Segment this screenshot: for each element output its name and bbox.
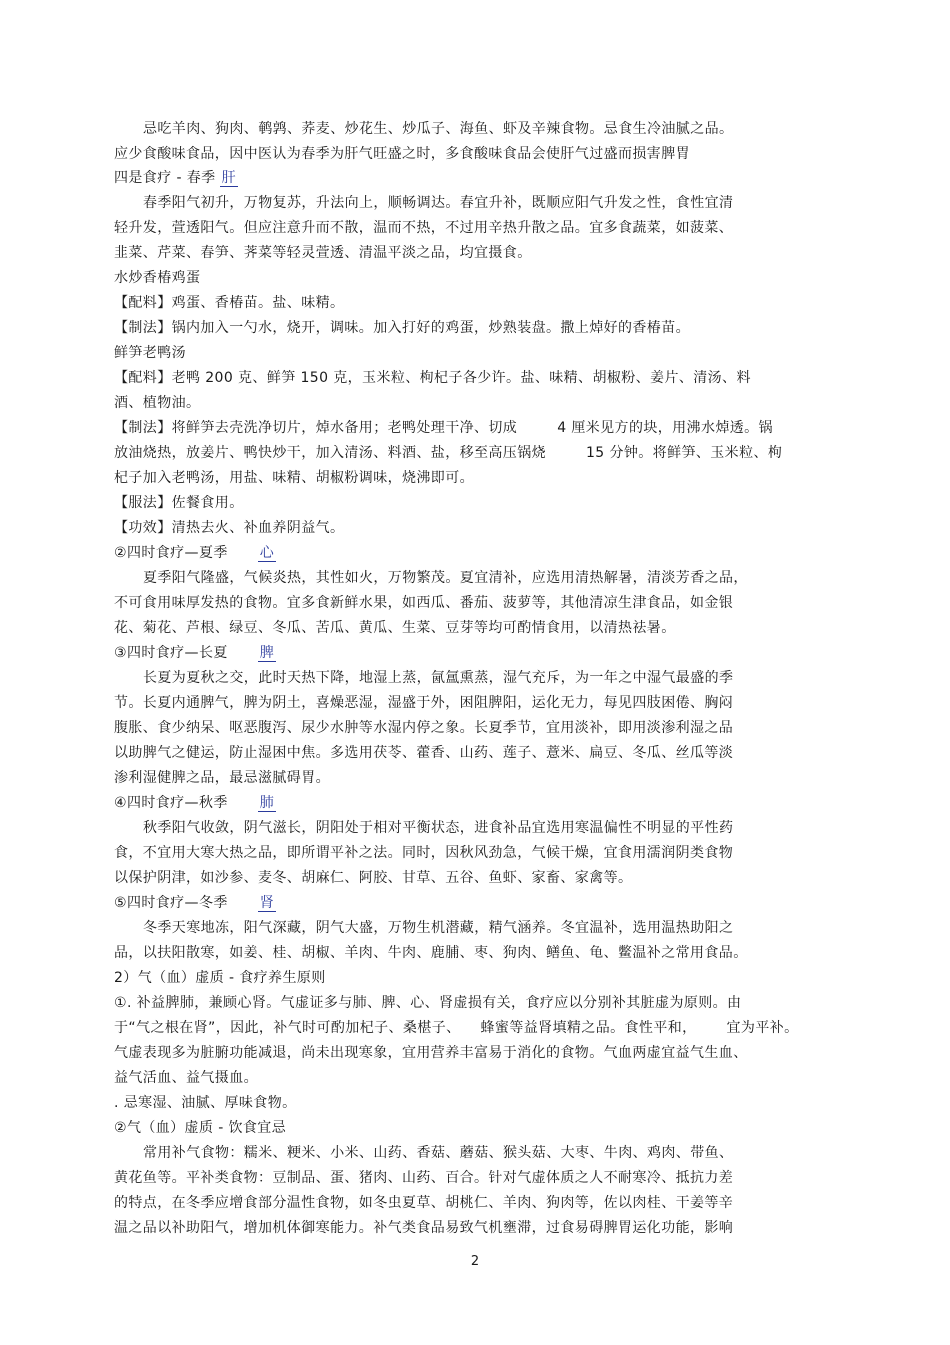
page-number: 2: [470, 1254, 480, 1269]
keyword-spleen: 脾: [259, 645, 275, 661]
text-line: 韭菜、芹菜、春笋、荠菜等轻灵萱透、清温平淡之品，均宜摄食。: [114, 245, 532, 261]
text-line: 不可食用味厚发热的食物。宜多食新鲜水果，如西瓜、番茄、菠萝等，其他清凉生津食品，如金银: [114, 595, 734, 611]
text-line: 常用补气食物：糯米、粳米、小米、山药、香菇、蘑菇、猴头菇、大枣、牛肉、鸡肉、带鱼、: [143, 1145, 734, 1161]
text-line: 【制法】锅内加入一勺水，烧开，调味。加入打好的鸡蛋，炒熟装盘。撒上焯好的香椿苗。: [114, 320, 690, 336]
text-line: [114, 444, 782, 462]
text-segment: 宜为平补。: [726, 1020, 799, 1036]
text-line: 【服法】佐餐食用。: [114, 495, 244, 511]
text-segment: 放油烧热，放姜片、鸭快炒干，加入清汤、料酒、盐，移至高压锅烧: [114, 445, 546, 461]
heading-winter: [114, 894, 276, 912]
section-heading: 2）气（血）虚质 - 食疗养生原则: [114, 970, 326, 986]
text-segment: 15 分钟。将鲜笋、玉米粒、枸: [586, 445, 783, 461]
text-line: 以保护阴津，如沙参、麦冬、胡麻仁、阿胶、甘草、五谷、鱼虾、家畜、家禽等。: [114, 870, 633, 886]
text-line: 食，不宜用大寒大热之品，即所谓平补之法。同时，因秋风劲急，气候干燥，宜食用濡润阴类食物: [114, 845, 734, 861]
heading-text: ③四时食疗—长夏: [114, 645, 228, 661]
text-line: 黄花鱼等。平补类食物：豆制品、蛋、猪肉、山药、百合。针对气虚体质之人不耐寒冷、抵抗力差: [114, 1170, 734, 1186]
text-line: 的特点，在冬季应增食部分温性食物，如冬虫夏草、胡桃仁、羊肉、狗肉等，佐以肉桂、干姜等辛: [114, 1195, 734, 1211]
text-line: 腹胀、食少纳呆、呕恶腹泻、尿少水肿等水湿内停之象。长夏季节，宜用淡补，即用淡渗利湿之品: [114, 720, 734, 736]
text-line: 【配料】老鸭 200 克、鲜笋 150 克，玉米粒、枸杞子各少许。盐、味精、胡椒粉、姜片、清汤、料: [114, 370, 751, 386]
text-line: 秋季阳气收敛，阴气滋长，阴阳处于相对平衡状态，进食补品宜选用寒温偏性不明显的平性药: [143, 820, 734, 836]
recipe-title: 水炒香椿鸡蛋: [114, 270, 201, 286]
text-line: 节。长夏内通脾气，脾为阴土，喜燥恶湿，湿盛于外，困阻脾阳，运化无力，每见四肢困倦、胸闷: [114, 695, 734, 711]
text-line: ①. 补益脾肺，兼顾心肾。气虚证多与肺、脾、心、肾虚损有关，食疗应以分别补其脏虚为原则。由: [114, 995, 742, 1011]
text-line: 酒、植物油。: [114, 395, 201, 411]
heading-summer: [114, 544, 276, 562]
keyword-heart: 心: [259, 545, 275, 561]
text-segment: 蜂蜜等益肾填精之品。食性平和，: [480, 1020, 697, 1036]
keyword-kidney: 肾: [259, 895, 275, 911]
text-line: 忌吃羊肉、狗肉、鹌鹑、荞麦、炒花生、炒瓜子、海鱼、虾及辛辣食物。忌食生冷油腻之品。: [143, 121, 734, 137]
text-line: 应少食酸味食品，因中医认为春季为肝气旺盛之时，多食酸味食品会使肝气过盛而损害脾胃: [114, 146, 690, 162]
text-line: 夏季阳气隆盛，气候炎热，其性如火，万物繁茂。夏宜清补，应选用清热解暑，清淡芳香之品，: [143, 570, 748, 586]
text-line: [114, 419, 773, 437]
text-line: 春季阳气初升，万物复苏，升法向上，顺畅调达。春宜升补，既顺应阳气升发之性，食性宜清: [143, 195, 734, 211]
text-line: 温之品以补助阳气，增加机体御寒能力。补气类食品易致气机壅滞，过食易碍脾胃运化功能，影响: [114, 1220, 734, 1236]
heading-text: 四是食疗 - 春季: [114, 170, 216, 186]
keyword-lung: 肺: [259, 795, 275, 811]
text-line: 【配料】鸡蛋、香椿苗。盐、味精。: [114, 295, 345, 311]
text-line: [114, 1019, 799, 1037]
text-segment: 【制法】将鲜笋去壳洗净切片，焯水备用；老鸭处理干净、切成: [114, 420, 518, 436]
text-line: 冬季天寒地冻，阳气深藏，阴气大盛，万物生机潜藏，精气涵养。冬宜温补，选用温热助阳之: [143, 920, 734, 936]
section-heading: ②气（血）虚质 - 饮食宜忌: [114, 1120, 287, 1136]
text-line: 品，以扶阳散寒，如姜、桂、胡椒、羊肉、牛肉、鹿脯、枣、狗肉、鳝鱼、龟、鳖温补之常用食品。: [114, 945, 748, 961]
keyword-liver: 肝: [221, 170, 236, 186]
heading-spring: [114, 169, 238, 187]
heading-text: ②四时食疗—夏季: [114, 545, 228, 561]
text-line: . 忌寒湿、油腻、厚味食物。: [114, 1095, 297, 1111]
heading-late-summer: [114, 644, 276, 662]
text-line: 益气活血、益气摄血。: [114, 1070, 258, 1086]
text-line: 【功效】清热去火、补血养阴益气。: [114, 520, 345, 536]
recipe-title: 鲜笋老鸭汤: [114, 345, 186, 361]
heading-autumn: [114, 794, 276, 812]
text-line: 花、菊花、芦根、绿豆、冬瓜、苦瓜、黄瓜、生菜、豆芽等均可酌情食用，以清热祛暑。: [114, 620, 676, 636]
text-line: 轻升发，萱透阳气。但应注意升而不散，温而不热，不过用辛热升散之品。宜多食蔬菜，如菠菜、: [114, 220, 734, 236]
text-segment: 于“气之根在肾”，因此，补气时可酌加杞子、桑椹子、: [114, 1020, 461, 1036]
text-line: 以助脾气之健运，防止湿困中焦。多选用茯苓、藿香、山药、莲子、薏米、扁豆、冬瓜、丝瓜等淡: [114, 745, 734, 761]
text-line: 长夏为夏秋之交，此时天热下降，地湿上蒸，氤氲熏蒸，湿气充斥，为一年之中湿气最盛的季: [143, 670, 734, 686]
text-line: 杞子加入老鸭汤，用盐、味精、胡椒粉调味，烧沸即可。: [114, 470, 474, 486]
heading-text: ⑤四时食疗—冬季: [114, 895, 228, 911]
text-line: 气虚表现多为脏腑功能减退，尚未出现寒象，宜用营养丰富易于消化的食物。气血两虚宜益气生血、: [114, 1045, 748, 1061]
heading-text: ④四时食疗—秋季: [114, 795, 228, 811]
text-line: 渗利湿健脾之品，最忌滋腻碍胃。: [114, 770, 330, 786]
text-segment: 4 厘米见方的块，用沸水焯透。锅: [557, 420, 773, 436]
